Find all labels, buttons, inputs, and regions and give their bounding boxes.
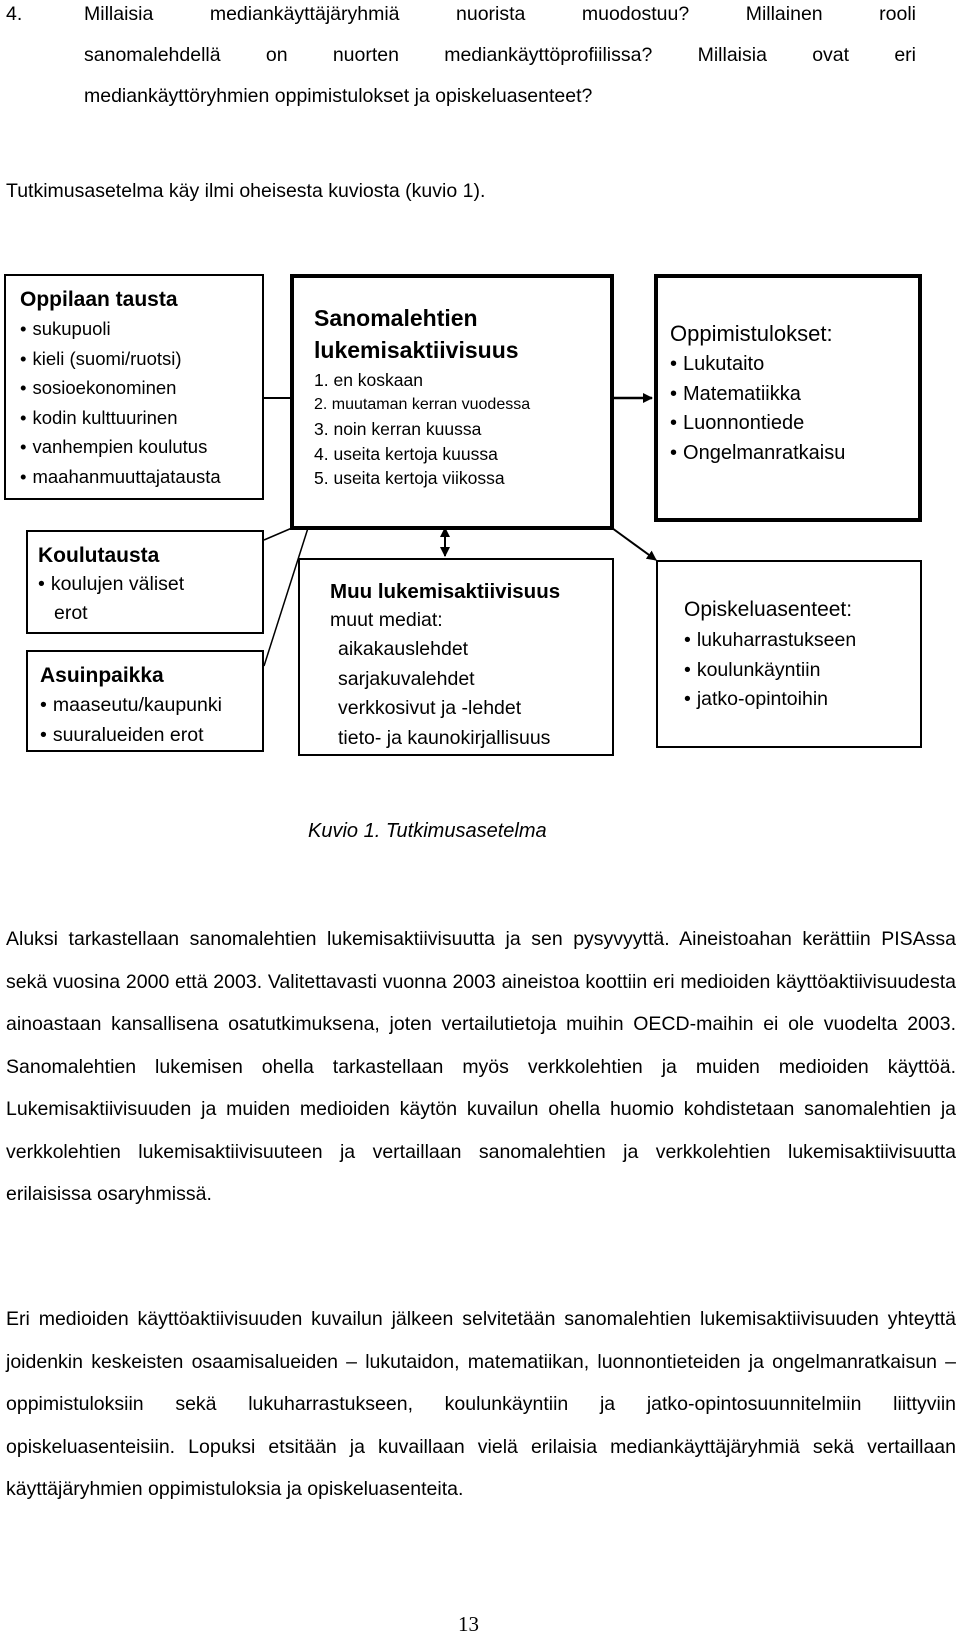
background-box [4, 274, 264, 500]
other-reading-items [330, 635, 612, 753]
other-reading-title: Muu lukemisaktiivisuus [330, 580, 561, 603]
other-reading-subtitle: muut mediat: [330, 609, 443, 631]
list-item: • maaseutu/kaupunki [40, 690, 262, 720]
list-item: • kodin kulttuurinen [20, 403, 262, 433]
paragraph-1: Aluksi tarkastellaan sanomalehtien lukemisaktiivisuutta ja sen pysyvyyttä. Aineistoahan kerättiin PISAssa sekä vuosina 2000 että 2003. Valitettavasti vuonna 2003 aineistoa koottiin eri medioiden käyttöaktiivisuudesta ainoastaan kansallisena osatutkimuksena, joten vertailutietoja muihin OECD-maihin ei ole vuodelta 2003. Sanomalehtien lukemisen ohella tarkastellaan myös verkkolehtien ja muiden medioiden käyttöä. Lukemisaktiivisuuden ja muiden medioiden käytön kuvailun ohella huomio kohdistetaan sanomalehtien ja verkkolehtien lukemisaktiivisuuteen ja vertaillaan sanomalehtien ja verkkolehtien lukemisaktiivisuutta erilaisissa osaryhmissä. [6, 928, 956, 1205]
question-number: 4. [6, 3, 23, 25]
outcomes-items [670, 350, 918, 468]
list-item: verkkosivut ja -lehdet [338, 697, 522, 719]
residence-items [40, 690, 262, 750]
list-item: • suuralueiden erot [40, 720, 262, 750]
reading-items [314, 368, 610, 491]
connector-education-to-reading [264, 528, 292, 540]
list-item: • sukupuoli [20, 314, 262, 344]
list-item: 3. noin kerran kuussa [314, 419, 482, 439]
list-item: sarjakuvalehdet [338, 667, 475, 690]
reading-title-line-1: Sanomalehtien [314, 305, 478, 331]
list-item: • koulunkäyntiin [684, 656, 920, 686]
list-item: 4. useita kertoja kuussa [314, 443, 498, 464]
list-item: aikakauslehdet [338, 638, 469, 660]
question-line-2: sanomalehdellä on nuorten mediankäyttöprofiilissa? Millaisia ovat eri [84, 44, 916, 66]
list-item: 2. muutaman kerran vuodessa [314, 395, 531, 413]
research-question [84, 2, 916, 108]
list-item: • sosioekonominen [20, 373, 262, 403]
list-item: • Ongelmanratkaisu [670, 439, 918, 469]
list-item: • koulujen väliset [38, 570, 262, 599]
list-item: • maahanmuuttajatausta [20, 462, 262, 492]
paragraph-2: Eri medioiden käyttöaktiivisuuden kuvailun jälkeen selvitetään sanomalehtien lukemisaktiivisuuden yhteyttä joidenkin keskeisten osaamisalueiden – lukutaidon, matematiikan, luonnontieteiden ja ongelmanratkaisun – oppimistuloksiin sekä lukuharrastukseen, koulunkäyntiin ja jatko-opintosuunnitelmiin liittyviin opiskeluasenteisiin. Lopuksi etsitään ja kuvaillaan vielä erilaisia mediankäyttäjäryhmiä sekä vertaillaan käyttäjäryhmien oppimistuloksia ja opiskeluasenteita. [6, 1308, 956, 1500]
education-title: Koulutausta [38, 544, 160, 567]
list-item: • Luonnontiede [670, 409, 918, 439]
reading-activity-box [290, 274, 614, 530]
list-item: 1. en koskaan [314, 370, 423, 390]
list-item-continued: erot [54, 602, 88, 624]
arrow-reading-to-attitudes [612, 528, 656, 560]
list-item: • lukuharrastukseen [684, 626, 920, 656]
intro-text: Tutkimusasetelma käy ilmi oheisesta kuviosta (kuvio 1). [6, 180, 486, 202]
residence-box [26, 650, 264, 752]
list-item: • Matematiikka [670, 380, 918, 410]
attitudes-box [656, 560, 922, 748]
other-reading-box [298, 558, 614, 756]
outcomes-box [654, 274, 922, 522]
figure-caption: Kuvio 1. Tutkimusasetelma [308, 820, 547, 842]
question-line-3: mediankäyttöryhmien oppimistulokset ja opiskeluasenteet? [84, 85, 593, 107]
page-number: 13 [458, 1612, 479, 1636]
attitudes-items [684, 626, 920, 715]
background-items [20, 314, 262, 491]
education-box [26, 530, 264, 634]
list-item: • Lukutaito [670, 350, 918, 380]
list-item: 5. useita kertoja viikossa [314, 468, 505, 488]
list-item: • vanhempien koulutus [20, 432, 262, 462]
list-item: • kieli (suomi/ruotsi) [20, 344, 262, 374]
list-item: • jatko-opintoihin [684, 685, 920, 715]
outcomes-title: Oppimistulokset: [670, 321, 833, 346]
residence-title: Asuinpaikka [40, 664, 164, 687]
background-title: Oppilaan tausta [20, 288, 178, 311]
list-item: tieto- ja kaunokirjallisuus [338, 726, 551, 749]
reading-title-line-2: lukemisaktiivisuus [314, 337, 519, 363]
attitudes-title: Opiskeluasenteet: [684, 598, 853, 621]
question-line-1: Millaisia mediankäyttäjäryhmiä nuorista muodostuu? Millainen rooli [84, 3, 916, 25]
education-items [38, 570, 262, 628]
